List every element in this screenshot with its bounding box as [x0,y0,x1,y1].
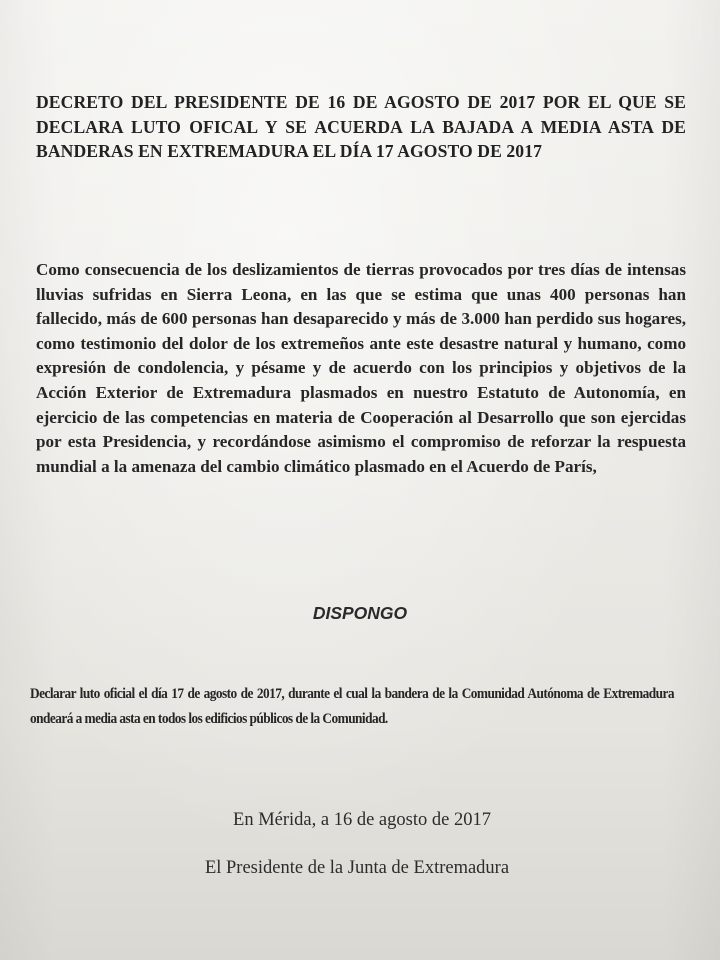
signatory-line: El Presidente de la Junta de Extremadura [204,858,510,878]
declaration-paragraph: Declarar luto oficial el día 17 de agosto de 2017, durante el cual la bandera de la Comunidad Autónoma de Extremadura ondeará a media asta en todos los edificios públicos de la Comunidad. [30,686,674,727]
preamble-paragraph: Como consecuencia de los deslizamientos de tierras provocados por tres días de intensas lluvias sufridas en Sierra Leona, en las que se estima que unas 400 personas han fallecido, más de 600 personas han desaparecido y más de 3.000 han perdido sus hogares, como testimonio del dolor de los extremeños ante este desastre natural y humano, como expresión de condolencia, y pésame y de acuerdo con los principios y objetivos de la Acción Exterior de Extremadura plasmados en nuestro Estatuto de Autonomía, en ejercicio de las competencias en materia de Cooperación al Desarrollo que son ejercidas por esta Presidencia, y recordándose asimismo el compromiso de reforzar la respuesta mundial a la amenaza del cambio climático plasmado en el Acuerdo de París, [36,260,686,476]
dispongo-heading: DISPONGO [312,603,408,623]
place-date-line: En Mérida, a 16 de agosto de 2017 [233,810,491,830]
decree-title: DECRETO DEL PRESIDENTE DE 16 DE AGOSTO DE 2017 POR EL QUE SE DECLARA LUTO OFICAL Y SE ACUERDA LA BAJADA A MEDIA ASTA DE BANDERAS EN EXTREMADURA EL DÍA 17 AGOSTO DE 2017 [36,92,686,162]
